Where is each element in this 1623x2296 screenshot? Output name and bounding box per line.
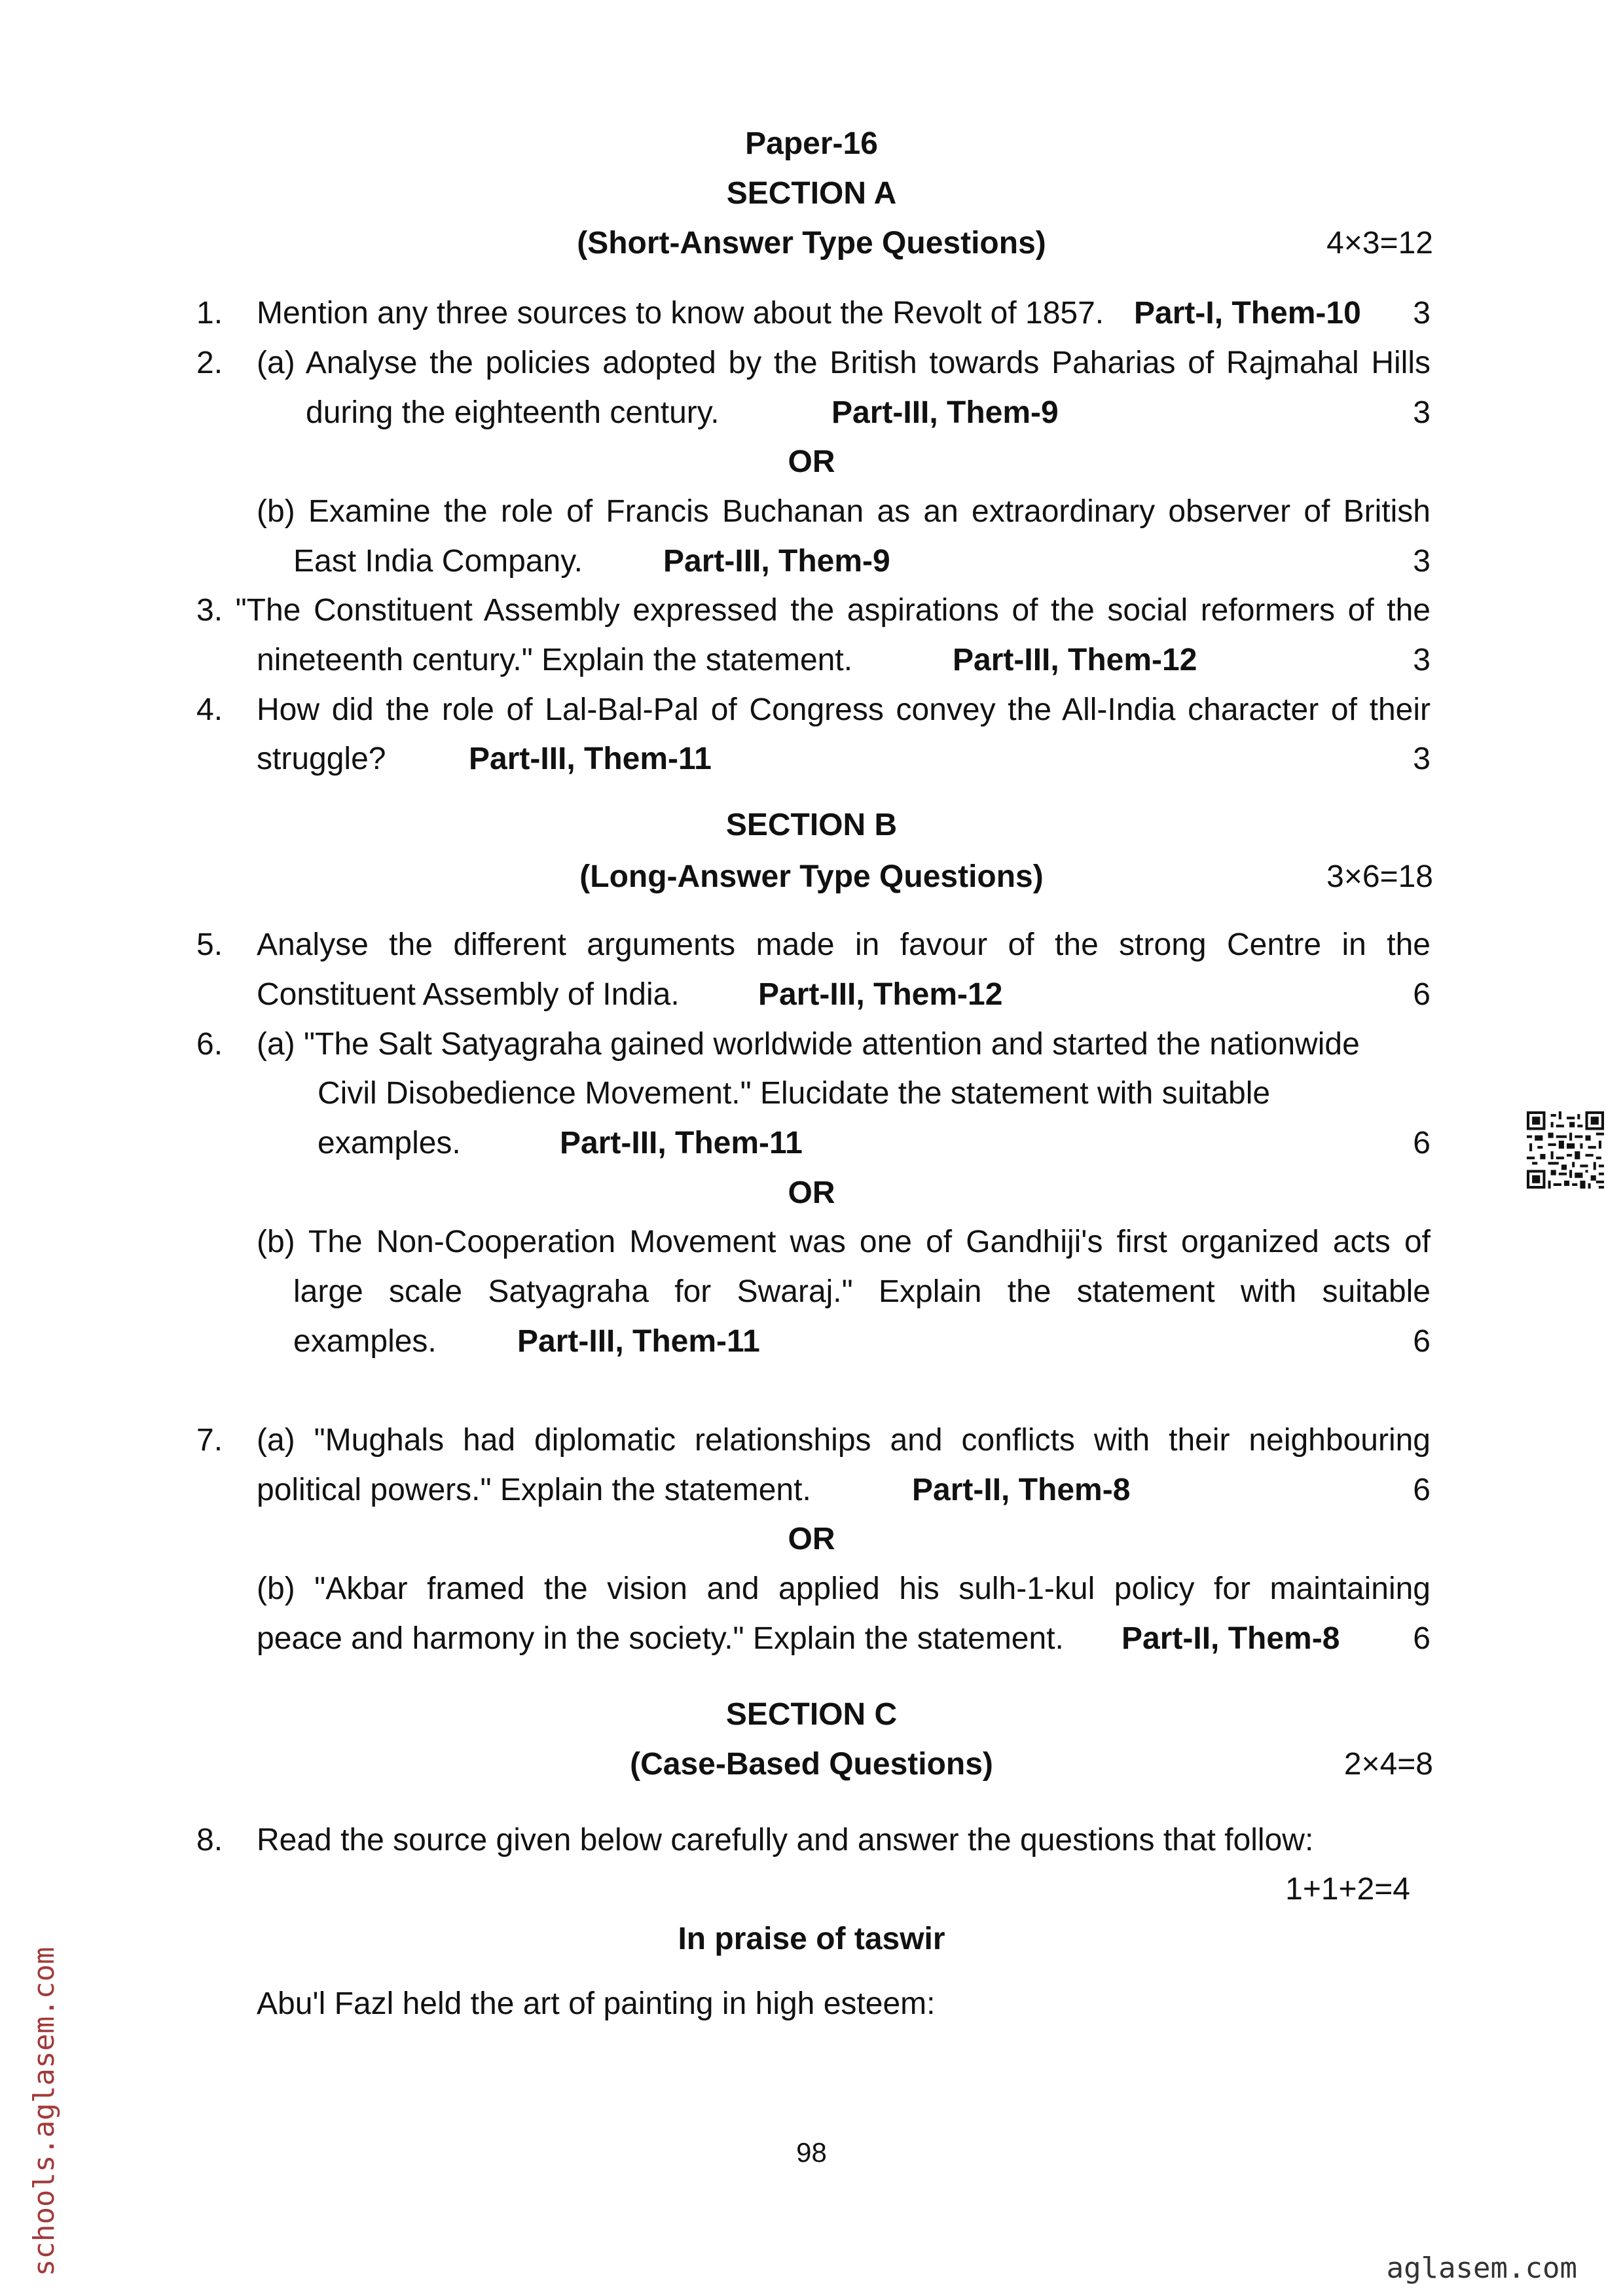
q8-source-title: In praise of taswir	[678, 1922, 945, 1956]
section-c-title: SECTION C	[725, 1697, 898, 1732]
q5-marks: 6	[1413, 977, 1431, 1012]
q7a-marks: 6	[1413, 1473, 1431, 1507]
q7b-reference: Part-II, Them-8	[1122, 1621, 1340, 1656]
q5-line2: Constituent Assembly of India.	[257, 977, 680, 1012]
paper-title: Paper-16	[745, 126, 878, 161]
q2a-line1: (a) Analyse the policies adopted by the British towards Paharias of Rajmahal Hills	[257, 346, 1431, 380]
q6b-line3: examples.	[293, 1324, 437, 1359]
watermark-side: schools.aglasem.com	[27, 1946, 61, 2276]
q4-reference: Part-III, Them-11	[469, 742, 712, 776]
q6a-line1: (a) "The Salt Satyagraha gained worldwide attention and started the nationwide	[257, 1027, 1360, 1062]
q6b-line1: (b) The Non-Cooperation Movement was one of Gandhiji's first organized acts of	[257, 1225, 1431, 1259]
q8-number: 8.	[196, 1823, 223, 1857]
q7b-marks: 6	[1413, 1621, 1431, 1656]
section-c-subtitle: (Case-Based Questions)	[630, 1747, 993, 1782]
q3-line2: nineteenth century." Explain the statement.	[257, 643, 853, 677]
q5-reference: Part-III, Them-12	[758, 977, 1003, 1012]
q6b-reference: Part-III, Them-11	[517, 1324, 760, 1359]
section-b-marks: 3×6=18	[1326, 859, 1433, 894]
page-number: 98	[796, 2137, 827, 2168]
q3-reference: Part-III, Them-12	[953, 643, 1197, 677]
q8-text: Read the source given below carefully and answer the questions that follow:	[257, 1823, 1314, 1857]
q4-marks: 3	[1413, 742, 1431, 776]
q4-number: 4.	[196, 692, 223, 727]
q6a-marks: 6	[1413, 1126, 1431, 1160]
q6a-reference: Part-III, Them-11	[560, 1126, 803, 1160]
q6-number: 6.	[196, 1027, 223, 1062]
section-a-subtitle: (Short-Answer Type Questions)	[577, 226, 1046, 260]
q2b-reference: Part-III, Them-9	[663, 544, 890, 579]
q6a-line3: examples.	[318, 1126, 461, 1160]
q4-line1: How did the role of Lal-Bal-Pal of Congress convey the All-India character of their	[257, 692, 1431, 727]
q2a-line2: during the eighteenth century.	[306, 395, 720, 430]
q8-marks: 1+1+2=4	[1285, 1872, 1410, 1907]
q7b-line1: (b) "Akbar framed the vision and applied his sulh-1-kul policy for maintaining	[257, 1571, 1431, 1606]
q7-number: 7.	[196, 1423, 223, 1458]
q5-number: 5.	[196, 927, 223, 962]
q1-number: 1.	[196, 296, 223, 331]
q2b-line1: (b) Examine the role of Francis Buchanan as an extraordinary observer of British	[257, 494, 1431, 529]
q7a-line1: (a) "Mughals had diplomatic relationships and conflicts with their neighbouring	[257, 1423, 1431, 1458]
section-a-marks: 4×3=12	[1326, 226, 1433, 260]
q2b-marks: 3	[1413, 544, 1431, 579]
q6b-line2: large scale Satyagraha for Swaraj." Explain the statement with suitable	[293, 1274, 1431, 1309]
section-a-title: SECTION A	[726, 176, 897, 211]
q7a-reference: Part-II, Them-8	[912, 1473, 1131, 1507]
section-b-subtitle: (Long-Answer Type Questions)	[579, 859, 1044, 894]
q2a-reference: Part-III, Them-9	[831, 395, 1059, 430]
q6-or: OR	[788, 1175, 835, 1210]
q1-marks: 3	[1413, 296, 1431, 331]
q2-or: OR	[788, 444, 835, 479]
q6b-marks: 6	[1413, 1324, 1431, 1359]
q7-or: OR	[788, 1522, 835, 1556]
q2a-marks: 3	[1413, 395, 1431, 430]
section-c-marks: 2×4=8	[1343, 1747, 1433, 1782]
q6a-line2: Civil Disobedience Movement." Elucidate the statement with suitable	[318, 1076, 1271, 1111]
qr-code-icon	[1527, 1111, 1604, 1189]
q7b-line2: peace and harmony in the society." Explain the statement.	[257, 1621, 1064, 1656]
q1-text: Mention any three sources to know about the Revolt of 1857.	[257, 296, 1104, 331]
watermark-corner: aglasem.com	[1386, 2251, 1577, 2285]
q3-marks: 3	[1413, 643, 1431, 677]
q1-reference: Part-I, Them-10	[1134, 296, 1361, 331]
q8-source-text: Abu'l Fazl held the art of painting in high esteem:	[257, 1986, 936, 2021]
q5-line1: Analyse the different arguments made in favour of the strong Centre in the	[257, 927, 1431, 962]
section-b-title: SECTION B	[725, 808, 898, 842]
q7a-line2: political powers." Explain the statement.	[257, 1473, 811, 1507]
q2b-line2: East India Company.	[293, 544, 583, 579]
q4-line2: struggle?	[257, 742, 386, 776]
q3-line1: 3. "The Constituent Assembly expressed the aspirations of the social reformers of the	[196, 593, 1431, 628]
q2-number: 2.	[196, 346, 223, 380]
